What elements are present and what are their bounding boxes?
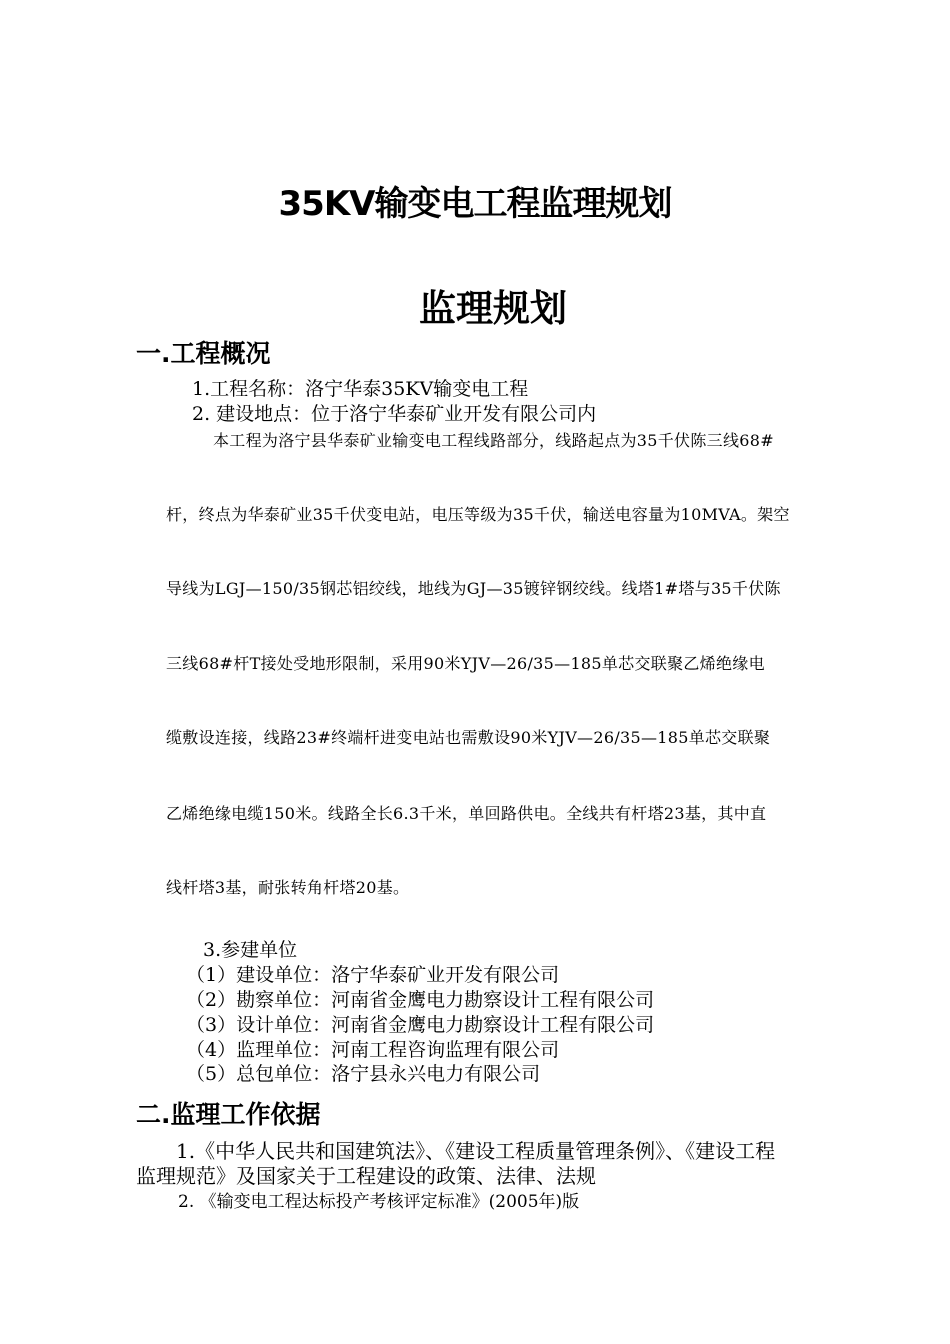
paragraph-line: 乙烯绝缘电缆150米。线路全长6.3千米，单回路供电。全线共有杆塔23基，其中直 <box>166 804 767 823</box>
unit-item: （5）总包单位：洛宁县永兴电力有限公司 <box>186 1063 541 1085</box>
paragraph-line: 杆，终点为华泰矿业35千伏变电站，电压等级为35千伏，输送电容量为10MVA。架空 <box>166 505 790 524</box>
section2-heading: 二.监理工作依据 <box>136 1100 321 1129</box>
unit-item: （2）勘察单位：河南省金鹰电力勘察设计工程有限公司 <box>186 989 655 1011</box>
basis-item-continued: 监理规范》及国家关于工程建设的政策、法律、法规 <box>136 1164 596 1188</box>
paragraph-line: 导线为LGJ—150/35钢芯铝绞线，地线为GJ—35镀锌钢绞线。线塔1#塔与35千伏陈 <box>166 579 781 598</box>
participants-heading: 3.参建单位 <box>203 939 298 961</box>
document-title: 35KV输变电工程监理规划 <box>278 184 672 224</box>
paragraph-line: 线杆塔3基，耐张转角杆塔20基。 <box>166 878 410 897</box>
section1-heading: 一.工程概况 <box>136 339 271 368</box>
paragraph-line: 三线68#杆T接处受地形限制，采用90米YJV—26/35—185单芯交联聚乙烯绝缘电 <box>166 654 765 673</box>
paragraph-line: 本工程为洛宁县华泰矿业输变电工程线路部分，线路起点为35千伏陈三线68# <box>213 431 774 450</box>
basis-item: 1.《中华人民共和国建筑法》、《建设工程质量管理条例》、《建设工程 <box>176 1139 776 1163</box>
project-location: 2. 建设地点：位于洛宁华泰矿业开发有限公司内 <box>192 403 597 425</box>
paragraph-line: 缆敷设连接，线路23#终端杆进变电站也需敷设90米YJV—26/35—185单芯交联聚 <box>166 728 771 747</box>
unit-item: （3）设计单位：河南省金鹰电力勘察设计工程有限公司 <box>186 1014 655 1036</box>
basis-item: 2. 《输变电工程达标投产考核评定标准》(2005年)版 <box>178 1192 580 1212</box>
document-subtitle: 监理规划 <box>419 287 567 330</box>
unit-item: （4）监理单位：河南工程咨询监理有限公司 <box>186 1039 560 1061</box>
project-name: 1.工程名称：洛宁华泰35KV输变电工程 <box>192 378 529 400</box>
unit-item: （1）建设单位：洛宁华泰矿业开发有限公司 <box>186 964 560 986</box>
